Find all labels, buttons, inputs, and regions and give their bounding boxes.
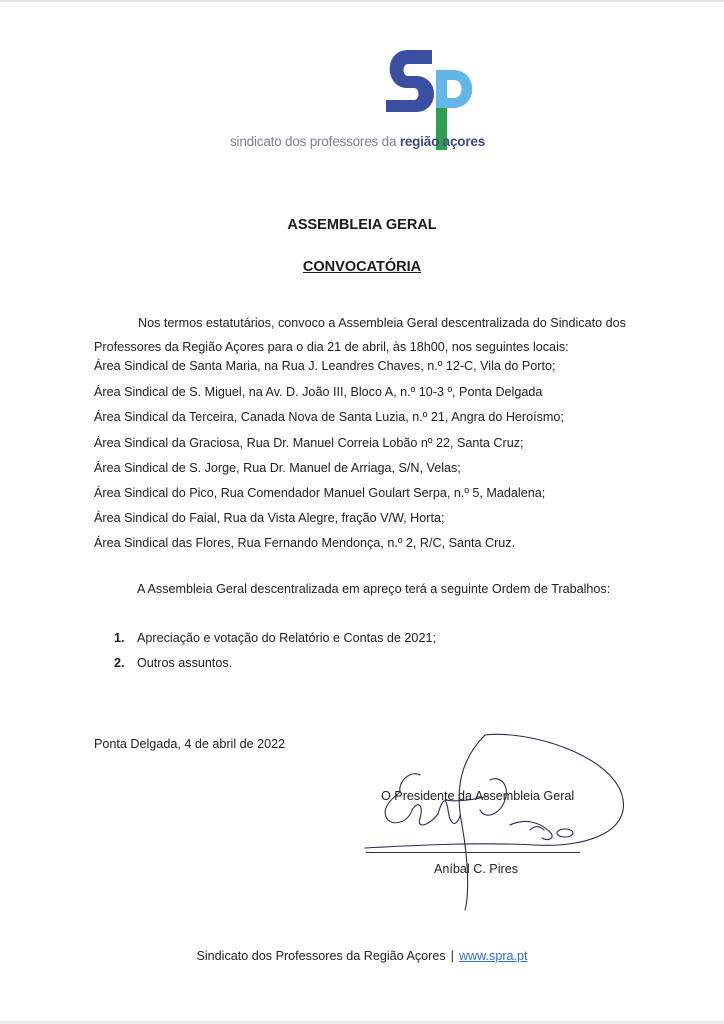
- scan-edge-top: [0, 0, 724, 2]
- signatory-name: Aníbal C. Pires: [434, 862, 518, 876]
- agenda-item: [114, 631, 436, 645]
- logo-caption: sindicato dos professores da região açores: [230, 134, 486, 149]
- footer-website-link[interactable]: www.spra.pt: [458, 949, 528, 963]
- agenda-intro: A Assembleia Geral descentralizada em apreço terá a seguinte Ordem de Trabalhos:: [137, 582, 611, 596]
- location-item: Área Sindical de S. Miguel, na Av. D. João III, Bloco A, n.º 10-3 º, Ponta Delgada: [94, 385, 543, 399]
- intro-line-2: Professores da Região Açores para o dia 21 de abril, às 18h00, nos seguintes locais:: [94, 339, 569, 354]
- agenda-item-text: Outros assuntos.: [137, 656, 233, 670]
- agenda-item-text: Apreciação e votação do Relatório e Contas de 2021;: [137, 631, 436, 645]
- location-item: Área Sindical da Graciosa, Rua Dr. Manuel Correia Lobão nº 22, Santa Cruz;: [94, 436, 524, 450]
- page-footer: [0, 949, 724, 963]
- agenda-item-number: 1.: [114, 631, 125, 645]
- location-item: Área Sindical do Faial, Rua da Vista Alegre, fração V/W, Horta;: [94, 511, 445, 525]
- location-item: Área Sindical das Flores, Rua Fernando Mendonça, n.º 2, R/C, Santa Cruz.: [94, 536, 516, 550]
- document-date: Ponta Delgada, 4 de abril de 2022: [94, 737, 286, 751]
- agenda-item-number: 2.: [114, 656, 125, 670]
- signatory-role: O Presidente da Assembleia Geral: [381, 789, 575, 803]
- location-item: Área Sindical de Santa Maria, na Rua J. Leandres Chaves, n.º 12-C, Vila do Porto;: [94, 359, 556, 373]
- intro-paragraph: [94, 312, 634, 359]
- document-title: ASSEMBLEIA GERAL: [287, 217, 437, 233]
- document-subtitle: CONVOCATÓRIA: [302, 259, 422, 275]
- location-item: Área Sindical de S. Jorge, Rua Dr. Manuel de Arriaga, S/N, Velas;: [94, 461, 461, 475]
- handwritten-signature: [360, 730, 640, 920]
- location-item: Área Sindical do Pico, Rua Comendador Manuel Goulart Serpa, n.º 5, Madalena;: [94, 486, 546, 500]
- intro-line-1: Nos termos estatutários, convoco a Assembleia Geral descentralizada do Sindicato dos: [138, 316, 626, 330]
- location-item: Área Sindical da Terceira, Canada Nova de Santa Luzia, n.º 21, Angra do Heroísmo;: [94, 410, 564, 424]
- footer-org: Sindicato dos Professores da Região Açores: [196, 949, 446, 963]
- footer-separator: |: [450, 949, 454, 963]
- agenda-item: [114, 656, 232, 670]
